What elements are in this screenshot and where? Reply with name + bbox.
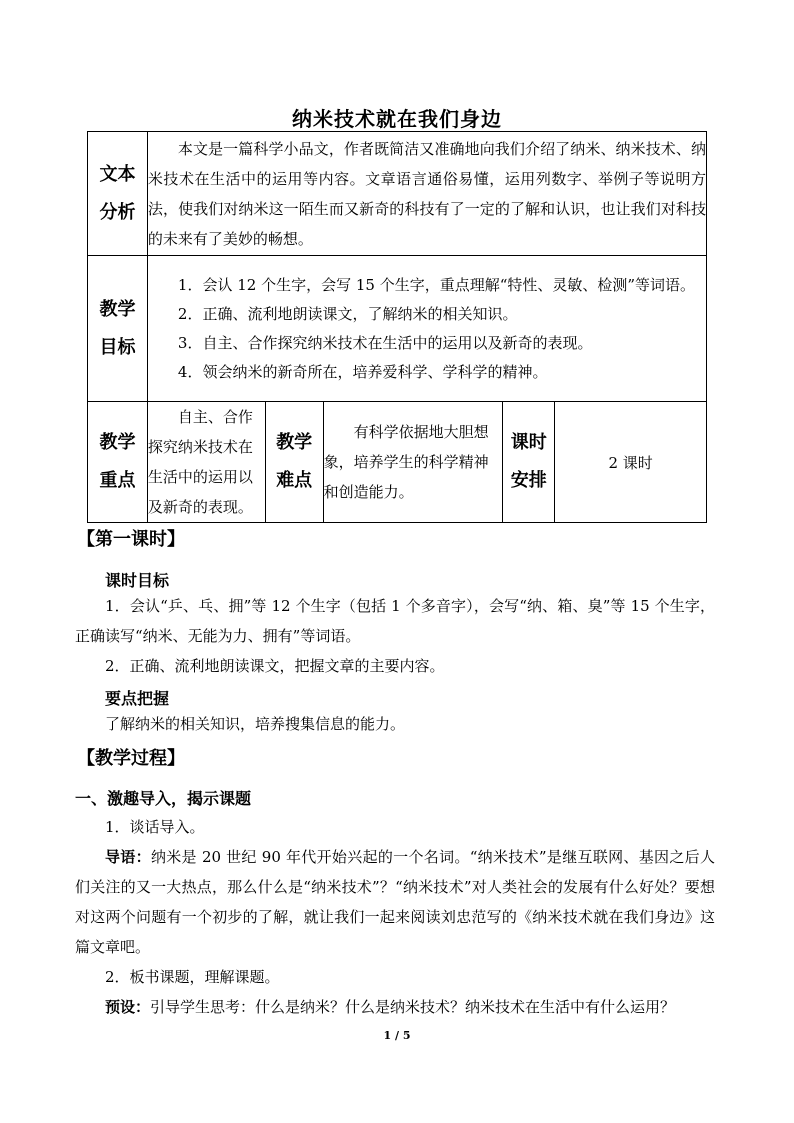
page-number: 1 / 5: [383, 1029, 411, 1042]
process-heading: 【教学过程】: [77, 748, 185, 769]
preset-text: 引导学生思考：什么是纳米？什么是纳米技术？纳米技术在生活中有什么运用？: [150, 998, 676, 1016]
goals-row: [88, 256, 707, 402]
lesson-goal-2: 2．正确、流利地朗读课文，把握文章的主要内容。: [105, 657, 445, 675]
process-item-2: 2．板书课题，理解课题。: [105, 968, 280, 986]
key-points-text: 了解纳米的相关知识，培养搜集信息的能力。: [105, 715, 406, 733]
step1-heading: 一、激趣导入，揭示课题: [75, 789, 252, 808]
analysis-label: 文本 分析: [88, 132, 148, 256]
lesson1-heading: 【第一课时】: [77, 529, 185, 550]
difficulty-label: 教学 难点: [265, 402, 323, 523]
goal-item: 4．领会纳米的新奇所在，培养爱科学、学科学的精神。: [177, 362, 548, 381]
document-title: 纳米技术就在我们身边: [292, 107, 502, 131]
lesson-goal-heading: 课时目标: [105, 571, 170, 590]
process-item-1: 1．谈话导入。: [105, 818, 205, 836]
difficulty-text-cell: [323, 402, 503, 523]
preset-label: 预设：: [105, 998, 151, 1016]
lesson-info-table: [87, 131, 707, 523]
difficulty-text: 有科学依据地大胆想象，培养学生的科学精神和创造能力。: [323, 423, 489, 501]
analysis-text-cell: [147, 132, 706, 256]
preset-paragraph: [75, 992, 715, 1022]
process-body: [75, 812, 715, 1022]
analysis-text: 本文是一篇科学小品文，作者既简洁又准确地向我们介绍了纳米、纳米技术、纳米技术在生活中的运用等内容。文章语言通俗易懂，运用列数字、举例子等说明方法，使我们对纳米这一陌生而又新奇的科技有了一定的了解和认识，也让我们对科技的未来有了美妙的畅想。: [147, 139, 706, 248]
goal-item: 1．会认 12 个生字，会写 15 个生字，重点理解“特性、灵敏、检测”等词语。: [177, 275, 696, 294]
focus-text-cell: [147, 402, 265, 523]
focus-row: [88, 402, 707, 523]
focus-text: 自主、合作探究纳米技术在生活中的运用以及新奇的表现。: [147, 408, 253, 516]
goals-label: 教学 目标: [88, 256, 148, 402]
goal-item: 3．自主、合作探究纳米技术在生活中的运用以及新奇的表现。: [177, 333, 593, 352]
goals-list: [147, 256, 706, 402]
intro-label: 导语：: [105, 848, 151, 866]
intro-paragraph: [75, 842, 715, 962]
key-points-heading: 要点把握: [105, 689, 170, 708]
schedule-value: 2 课时: [555, 402, 707, 523]
lesson-goal-text: [75, 591, 715, 681]
focus-label: 教学 重点: [88, 402, 148, 523]
analysis-row: [88, 132, 707, 256]
intro-text: 纳米是 20 世纪 90 年代开始兴起的一个名词。“纳米技术”是继互联网、基因之后人们关注的又一大热点，那么什么是“纳米技术”？“纳米技术”对人类社会的发展有什么好处？要想对这两个问题有一个初步的了解，就让我们一起来阅读刘忠范写的《纳米技术就在我们身边》这篇文章吧。: [75, 848, 715, 956]
goal-item: 2．正确、流利地朗读课文，了解纳米的相关知识。: [177, 304, 518, 323]
lesson-goal-1: 1．会认“乒、乓、拥”等 12 个生字（包括 1 个多音字），会写“纳、箱、臭”等 15 个生字，正确读写“纳米、无能为力、拥有”等词语。: [75, 597, 715, 645]
schedule-label: 课时 安排: [503, 402, 555, 523]
